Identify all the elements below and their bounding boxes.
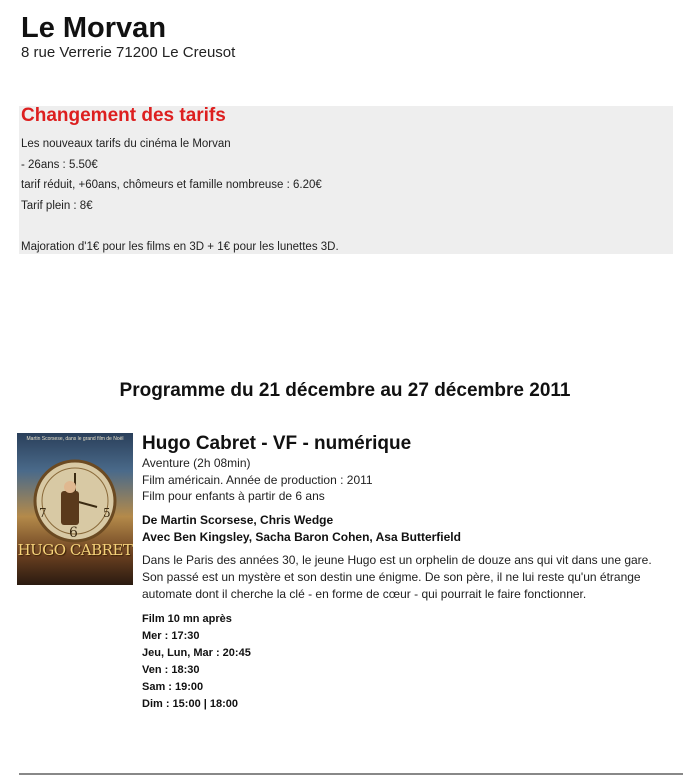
film-cast: Avec Ben Kingsley, Sacha Baron Cohen, Asa Butterfield	[142, 529, 461, 544]
poster-title: HUGO CABRET	[17, 541, 133, 559]
svg-text:6: 6	[69, 525, 78, 541]
schedule-line: Film 10 mn après	[142, 613, 232, 626]
notice-line: - 26ans : 5.50€	[21, 158, 98, 171]
cinema-header	[21, 12, 235, 62]
notice-line: tarif réduit, +60ans, chômeurs et famille nombreuse : 6.20€	[21, 179, 322, 191]
film-synopsis: Dans le Paris des années 30, le jeune Hugo est un orphelin de douze ans qui vit dans une gare. Son passé est un mystère et son destin une énigme. De son père, il ne lui reste qu'un étrange automate dont il cherche la clé - en forme de cœur - qui pourrait le faire fonctionner.	[142, 552, 652, 601]
poster-tagline: Martin Scorsese, dans le grand film de Noël	[26, 436, 124, 442]
svg-text:7: 7	[39, 506, 47, 520]
film-details	[142, 433, 662, 713]
cinema-name: Le Morvan	[21, 12, 167, 44]
poster-clock-art	[17, 433, 133, 585]
schedule-line: Dim : 15:00 | 18:00	[142, 698, 239, 711]
notice-title: Changement des tarifs	[21, 105, 226, 126]
film-audience: Film pour enfants à partir de 6 ans	[142, 489, 325, 503]
film-genre: Aventure (2h 08min)	[142, 456, 251, 470]
notice-line: Les nouveaux tarifs du cinéma le Morvan	[21, 138, 231, 150]
notice-line	[21, 216, 673, 237]
schedule-line: Sam : 19:00	[142, 681, 204, 694]
programme-title: Programme du 21 décembre au 27 décembre 2011	[119, 380, 571, 401]
tariff-notice	[19, 106, 673, 254]
schedule-line: Mer : 17:30	[142, 630, 200, 643]
film-title[interactable]: Hugo Cabret - VF - numérique	[142, 433, 412, 454]
notice-line: Tarif plein : 8€	[21, 199, 93, 212]
film-origin: Film américain. Année de production : 2011	[142, 472, 373, 487]
schedule-line: Ven : 18:30	[142, 664, 200, 677]
film-director: De Martin Scorsese, Chris Wedge	[142, 512, 334, 527]
svg-text:5: 5	[103, 506, 111, 520]
notice-line: Majoration d'1€ pour les films en 3D + 1€ pour les lunettes 3D.	[21, 240, 339, 253]
cinema-address: 8 rue Verrerie 71200 Le Creusot	[21, 44, 236, 61]
film-poster[interactable]	[17, 433, 133, 585]
schedule-line: Jeu, Lun, Mar : 20:45	[142, 647, 251, 660]
footer-divider	[19, 773, 683, 775]
film-schedule	[142, 611, 662, 713]
film-credits	[142, 512, 662, 546]
